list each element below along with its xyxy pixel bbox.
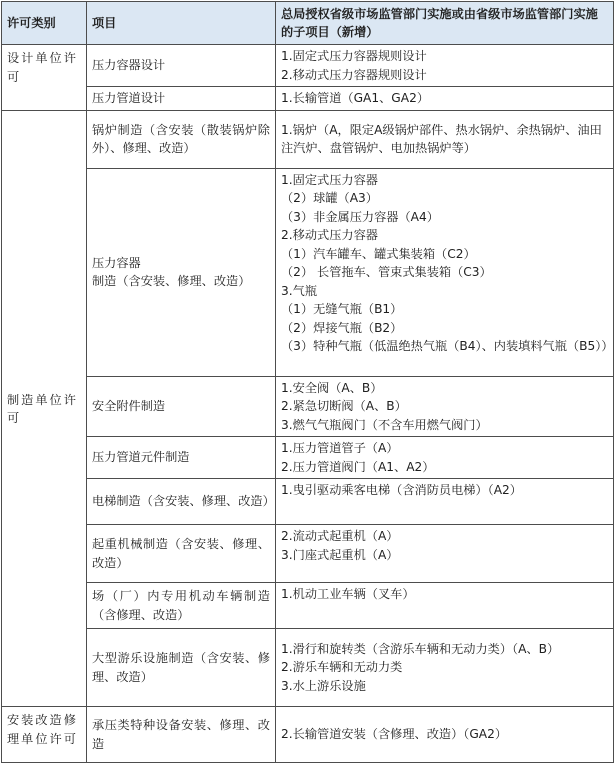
subitems-cell: [276, 376, 614, 437]
subitem-line: 3.气瓶: [281, 283, 318, 298]
category-cell: 设计单位许可: [2, 45, 87, 111]
subitem-line: （1）汽车罐车、罐式集装箱（C2）: [281, 246, 476, 261]
header-subitems: 总局授权省级市场监管部门实施或由省级市场监管部门实施的子项目（新增）: [276, 2, 614, 45]
table-row: [2, 707, 614, 763]
subitem-line: （2） 长管拖车、管束式集装箱（C3）: [281, 265, 492, 279]
table-row: [2, 479, 614, 525]
table-row: [2, 168, 614, 376]
subitems-cell: [276, 45, 614, 87]
item-cell: 起重机械制造（含安装、修理、改造）: [87, 525, 276, 583]
subitems-cell: [276, 479, 614, 525]
item-cell: 电梯制造（含安装、修理、改造）: [87, 479, 276, 525]
category-cell: 安装改造修理单位许可: [2, 707, 87, 763]
item-cell: [87, 168, 276, 376]
subitem-line: （2）焊接气瓶（B2）: [281, 320, 403, 335]
subitem-line: 1.压力管道管子（A）: [281, 441, 399, 455]
subitem-line: 3.水上游乐设施: [281, 678, 366, 693]
subitem-line: 2.紧急切断阀（A、B）: [281, 399, 407, 413]
subitem-line: 1.曳引驱动乘客电梯（含消防员电梯）（A2）: [281, 483, 522, 497]
subitem-line: 2.流动式起重机（A）: [281, 529, 399, 543]
subitem-line: 2.移动式压力容器: [281, 228, 378, 242]
subitem-line: （1）无缝气瓶（B1）: [281, 302, 403, 316]
subitem-line: 2.压力管道阀门（A1、A2）: [281, 459, 435, 474]
subitem-line: 3.门座式起重机（A）: [281, 547, 399, 562]
subitems-cell: [276, 437, 614, 479]
subitems-cell: [276, 707, 614, 763]
subitem-line: 1.安全阀（A、B）: [281, 380, 383, 395]
subitems-cell: [276, 583, 614, 629]
subitem-line: 2.长输管道安装（含修理、改造）（GA2）: [281, 727, 508, 742]
table-row: [2, 583, 614, 629]
subitem-line: 1.固定式压力容器: [281, 172, 378, 187]
table-row: [2, 110, 614, 168]
table-row: [2, 376, 614, 437]
item-cell: 场（厂）内专用机动车辆制造（含修理、改造）: [87, 583, 276, 629]
subitem-line: 1.锅炉（A，限定A级锅炉部件、热水锅炉、余热锅炉、油田注汽炉、盘管锅炉、电加热锅炉等）: [281, 122, 602, 155]
item-cell: 安全附件制造: [87, 376, 276, 437]
subitems-cell: [276, 168, 614, 376]
subitem-line: 1.固定式压力容器规则设计: [281, 49, 427, 63]
subitem-line: 1.机动工业车辆（叉车）: [281, 587, 415, 601]
subitems-cell: [276, 87, 614, 111]
table-row: [2, 45, 614, 87]
subitem-line: （3）非金属压力容器（A4）: [281, 209, 439, 224]
category-label: 制造单位许可: [7, 392, 78, 426]
subitem-line: 2.移动式压力容器规则设计: [281, 67, 427, 82]
subitem-line: 1.滑行和旋转类（含游乐车辆和无动力类）（A、B）: [281, 641, 560, 656]
item-cell: 承压类特种设备安装、修理、改造: [87, 707, 276, 763]
item-cell: 大型游乐设施制造（含安装、修理、改造）: [87, 629, 276, 707]
category-cell: [2, 110, 87, 707]
license-table: [1, 1, 614, 763]
item-line: 制造（含安装、修理、改造）: [92, 274, 251, 288]
item-line: 压力容器: [92, 255, 141, 270]
item-cell: 压力管道元件制造: [87, 437, 276, 479]
header-item: 项目: [87, 2, 276, 45]
subitem-line: （3）特种气瓶（低温绝热气瓶（B4）、内装填料气瓶（B5））: [281, 339, 614, 353]
item-cell: 锅炉制造（含安装（散装锅炉除外）、修理、改造）: [87, 110, 276, 168]
subitem-line: 2.游乐车辆和无动力类: [281, 660, 403, 675]
table-row: [2, 525, 614, 583]
subitems-cell: [276, 629, 614, 707]
table-row: [2, 629, 614, 707]
item-cell: 压力容器设计: [87, 45, 276, 87]
table-row: [2, 87, 614, 111]
subitem-line: 1.长输管道（GA1、GA2）: [281, 91, 430, 105]
subitems-cell: [276, 525, 614, 583]
table-row: [2, 437, 614, 479]
header-category: 许可类别: [2, 2, 87, 45]
item-cell: 压力管道设计: [87, 87, 276, 111]
table-header-row: [2, 2, 614, 45]
subitem-line: （2）球罐（A3）: [281, 191, 378, 205]
subitem-line: 3.燃气气瓶阀门（不含车用燃气阀门）: [281, 417, 488, 432]
subitems-cell: [276, 110, 614, 168]
